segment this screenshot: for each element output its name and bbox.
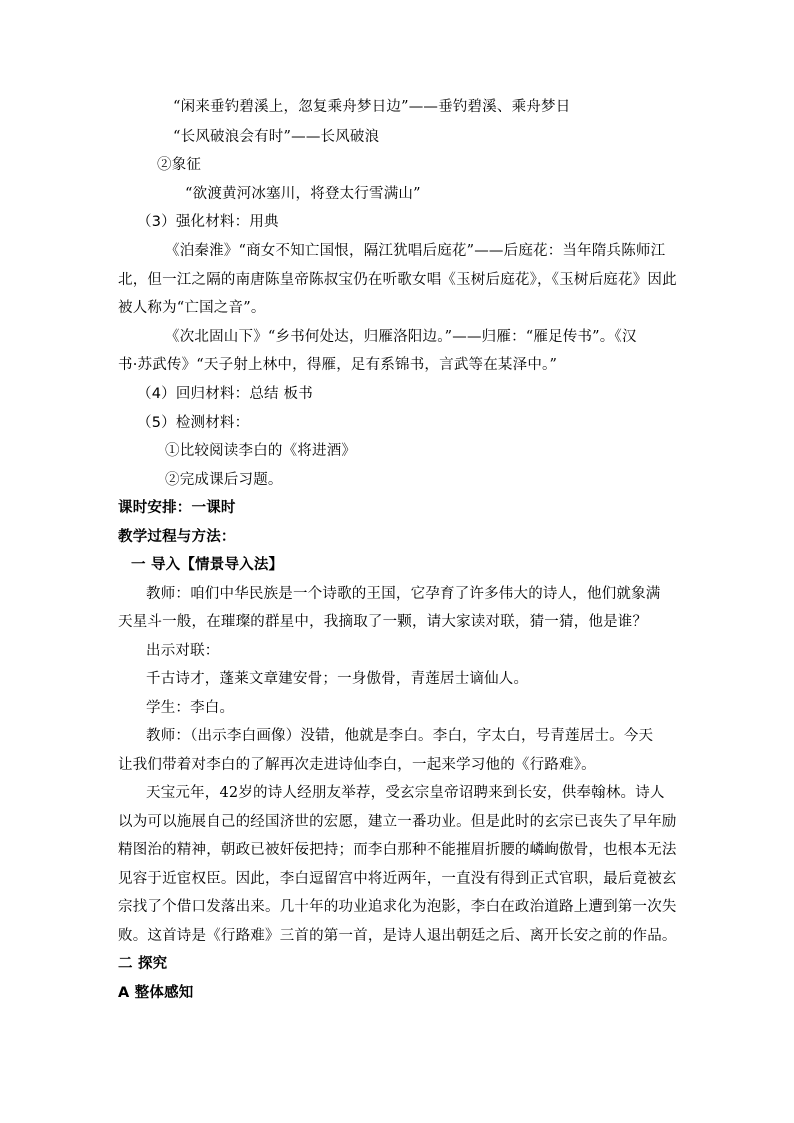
- item-homework: ②完成课后习题。: [165, 472, 283, 488]
- heading-process: 教学过程与方法：: [118, 529, 236, 545]
- quote-line-fishing: “闲来垂钓碧溪上，忽复乘舟梦日边”——垂钓碧溪、乘舟梦日: [173, 99, 571, 115]
- para-teacher-2: 天星斗一般，在璀璨的群星中，我摘取了一颗，请大家读对联，猜一猜，他是谁？: [118, 614, 648, 630]
- para-tianbao-2: 以为可以施展自己的经国济世的宏愿，建立一番功业。但是此时的玄宗已丧失了早年励: [118, 814, 677, 830]
- heading-explore: 二 探究: [118, 956, 168, 972]
- para-student: 学生：李白。: [146, 700, 235, 716]
- para-teacher-4: 让我们带着对李白的了解再次走进诗仙李白，一起来学习他的《行路难》。: [118, 757, 596, 773]
- heading-overall: A 整体感知: [118, 985, 194, 1001]
- item-compare-reading: ①比较阅读李白的《将进酒》: [165, 443, 357, 459]
- para-couplet: 千古诗才，蓬莱文章建安骨；一身傲骨，青莲居士谪仙人。: [146, 671, 529, 687]
- para-tianbao-4: 见容于近宦权臣。因此，李白逗留宫中将近两年，一直没有得到正式官职，最后竟被玄: [118, 871, 677, 887]
- para-tianbao-5: 宗找了个借口发落出来。几十年的功业追求化为泡影，李白在政治道路上遭到第一次失: [118, 899, 677, 915]
- heading-test: （5）检测材料：: [137, 415, 250, 431]
- heading-schedule: 课时安排：一课时: [118, 500, 236, 516]
- para-qinhuai-1: 《泊秦淮》“商女不知亡国恨，隔江犹唱后庭花”——后庭花：当年隋兵陈师江: [165, 243, 666, 259]
- para-beigu-1: 《次北固山下》“乡书何处达，归雁洛阳边。”——归雁：“雁足传书”。《汉: [165, 329, 637, 345]
- para-teacher-3: 教师：（出示李白画像）没错，他就是李白。李白，字太白，号青莲居士。今天: [146, 728, 654, 744]
- para-teacher-1: 教师：咱们中华民族是一个诗歌的王国，它孕育了许多伟大的诗人，他们就象满: [146, 586, 661, 602]
- heading-intro: 一 导入【情景导入法】: [131, 557, 284, 573]
- para-qinhuai-2: 北，但一江之隔的南唐陈皇帝陈叔宝仍在听歌女唱《玉树后庭花》，《玉树后庭花》因此: [118, 272, 677, 288]
- para-couplet-label: 出示对联：: [146, 643, 220, 659]
- para-tianbao-6: 败。这首诗是《行路难》三首的第一首，是诗人退出朝廷之后、离开长安之前的作品。: [118, 928, 677, 944]
- para-tianbao-3: 精图治的精神，朝政已被奸佞把持；而李白那种不能摧眉折腰的嶙峋傲骨，也根本无法: [118, 842, 677, 858]
- heading-summary: （4）回归材料：总结 板书: [137, 386, 313, 402]
- heading-symbol: ②象征: [157, 157, 202, 173]
- quote-line-river: “欲渡黄河冰塞川，将登太行雪满山”: [185, 186, 421, 202]
- quote-line-wind: “长风破浪会有时”——长风破浪: [173, 129, 380, 145]
- para-tianbao-1: 天宝元年，42岁的诗人经朋友举荐，受玄宗皇帝诏聘来到长安，供奉翰林。诗人: [146, 785, 665, 801]
- heading-allusion: （3）强化材料：用典: [137, 214, 279, 230]
- para-qinhuai-3: 被人称为“亡国之音”。: [118, 300, 266, 316]
- para-beigu-2: 书·苏武传》“天子射上林中，得雁，足有系锦书，言武等在某泽中。”: [118, 357, 558, 373]
